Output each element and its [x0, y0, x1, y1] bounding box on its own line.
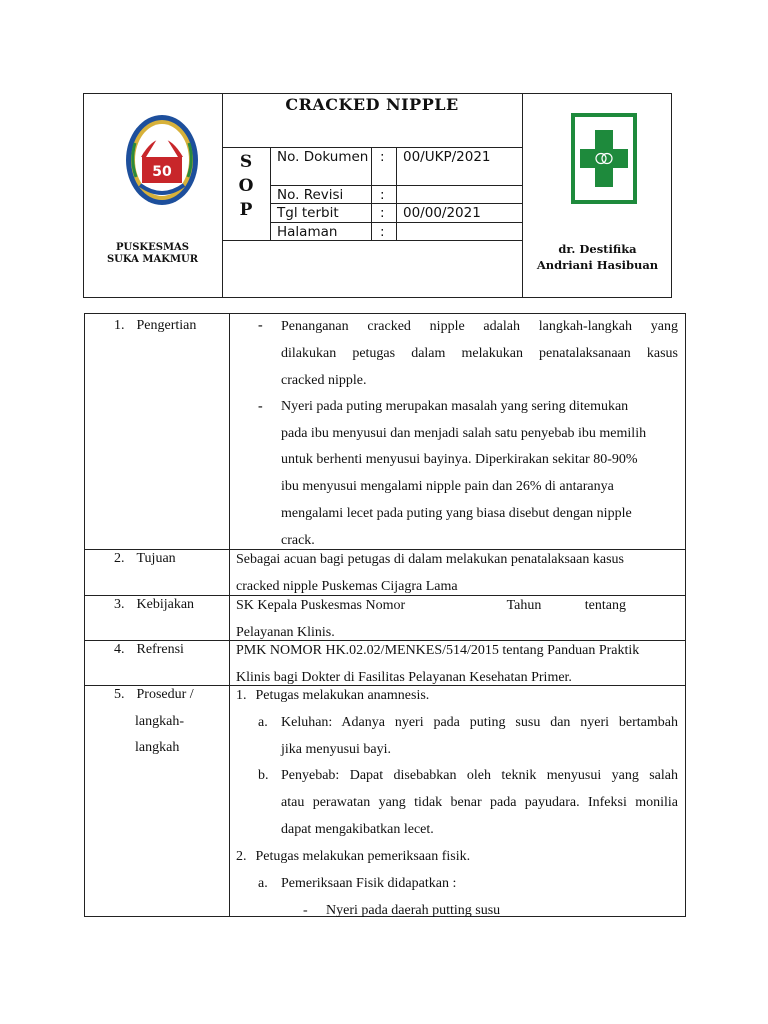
step-2a-dash-symbol: - — [303, 903, 308, 918]
meta-revision-colon: : — [380, 187, 385, 203]
meta-date-label: Tgl terbit — [277, 205, 339, 221]
step-1: 1. Petugas melakukan anamnesis. — [236, 688, 430, 703]
puskesmas-logo — [124, 113, 200, 207]
section-tujuan-label: 2. Tujuan — [114, 551, 176, 566]
section-prosedur-label: 5. Prosedur / langkah- langkah — [114, 687, 194, 755]
meta-doc-label: No. Dokumen — [277, 149, 369, 165]
pengertian-bullet-2: Nyeri pada puting merupakan masalah yang sering ditemukan pada ibu menyusui dan menjadi salah satu penyebab ibu memilih untuk berhenti menyusui bayinya. Diperkirakan sekitar 80-90% ibu menyusui mengalami nipple pain dan 26% di antaranya mengalami lecet pada puting yang biasa disebut dengan nipple crack. — [281, 399, 647, 548]
step-1a: Keluhan: Adanya nyeri pada puting susu dan nyeri bertambah jika menyusui bayi. — [281, 715, 678, 757]
step-1b-letter: b. — [258, 768, 269, 783]
meta-date-colon: : — [380, 205, 385, 221]
kebijakan-text: SK Kepala Puskesmas Nomor Tahun tentang Pelayanan Klinis. — [236, 598, 626, 640]
meta-doc-value: 00/UKP/2021 — [403, 149, 491, 165]
sop-label: S O P — [238, 152, 254, 220]
step-1a-letter: a. — [258, 715, 268, 730]
logo-number: 50 — [152, 164, 172, 180]
pengertian-bullet-1: Penanganan cracked nipple adalah langkah-langkah yang dilakukan petugas dalam melakukan penatalaksanaan kasus cracked nipple. — [281, 319, 678, 388]
meta-page-label: Halaman — [277, 224, 338, 240]
health-cross-logo — [570, 112, 638, 205]
step-1b: Penyebab: Dapat disebabkan oleh teknik menyusui yang salah atau perawatan yang tidak benar pada payudara. Infeksi monilia dapat mengakibatkan lecet. — [281, 768, 678, 837]
pengertian-bullet-1-symbol: - — [258, 318, 263, 333]
section-pengertian-label: 1. Pengertian — [114, 318, 197, 333]
tujuan-text: Sebagai acuan bagi petugas di dalam melakukan penatalaksaan kasus cracked nipple Puskemas Cijagra Lama — [236, 552, 624, 594]
section-kebijakan-label: 3. Kebijakan — [114, 597, 195, 612]
meta-date-value: 00/00/2021 — [403, 205, 481, 221]
meta-revision-label: No. Revisi — [277, 187, 344, 203]
refrensi-text: PMK NOMOR HK.02.02/MENKES/514/2015 tentang Panduan Praktik Klinis bagi Dokter di Fasilitas Pelayanan Kesehatan Primer. — [236, 643, 640, 685]
step-2a-letter: a. — [258, 876, 268, 891]
step-2a: Pemeriksaan Fisik didapatkan : — [281, 876, 457, 891]
signatory: dr. Destifika Andriani Hasibuan — [536, 242, 659, 272]
meta-doc-colon: : — [380, 149, 385, 165]
page-title: CRACKED NIPPLE — [285, 95, 459, 114]
org-name: PUSKESMAS SUKA MAKMUR — [106, 242, 199, 265]
step-2: 2. Petugas melakukan pemeriksaan fisik. — [236, 849, 471, 864]
section-refrensi-label: 4. Refrensi — [114, 642, 184, 657]
pengertian-bullet-2-symbol: - — [258, 399, 263, 414]
meta-page-colon: : — [380, 224, 385, 240]
step-2a-dash-item: Nyeri pada daerah putting susu — [326, 903, 501, 918]
